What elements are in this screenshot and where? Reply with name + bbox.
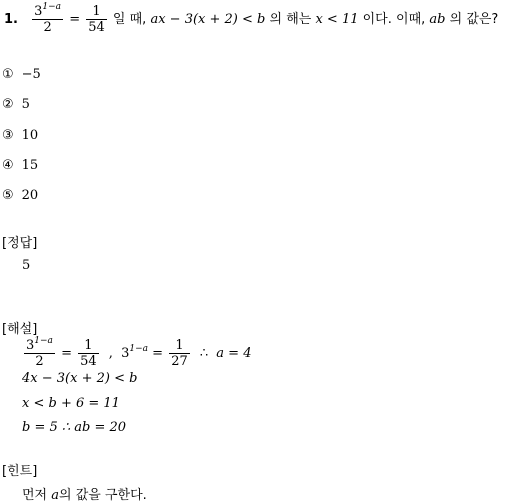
choice-4[interactable]	[2, 158, 38, 173]
explanation-line-1	[22, 334, 251, 374]
explanation-line-2: 4x − 3(x + 2) < b	[22, 371, 138, 386]
choice-value: 5	[21, 97, 30, 112]
explanation-power: $3^{1-a}$	[121, 344, 148, 361]
question-solution: x < 11	[315, 12, 359, 27]
question-fraction-2: $\frac{1}{54}$	[88, 3, 105, 35]
explanation-eq-2: =	[152, 346, 164, 361]
explanation-fraction-2: $\frac{1}{54}$	[80, 337, 97, 369]
explanation-result-a: a = 4	[216, 346, 252, 361]
explanation-fraction-1: $\frac{3^{1-a}}{2}$	[26, 335, 53, 369]
question	[4, 2, 498, 38]
choice-marker: ①	[2, 67, 14, 82]
explanation-line-3: x < b + 6 = 11	[22, 396, 120, 411]
choice-marker: ②	[2, 97, 14, 112]
choice-3[interactable]	[2, 128, 38, 143]
therefore-symbol: ∴	[199, 346, 209, 361]
choice-value: 20	[21, 188, 39, 203]
question-text-2: 의 해는	[269, 12, 312, 27]
choice-value: 15	[21, 158, 39, 173]
explanation-fraction-3: $\frac{1}{27}$	[171, 337, 188, 369]
choice-value: −5	[21, 67, 41, 82]
choice-marker: ④	[2, 158, 14, 173]
explanation-label: [해설]	[2, 322, 38, 337]
choice-5[interactable]	[2, 188, 38, 203]
choice-2[interactable]	[2, 97, 30, 112]
explanation-line-4: b = 5 ∴ ab = 20	[22, 420, 127, 435]
hint-text: 먼저 a의 값을 구한다.	[22, 488, 147, 503]
explanation-eq-1: =	[61, 346, 72, 361]
question-number: 1.	[4, 12, 18, 27]
choice-marker: ③	[2, 128, 14, 143]
choice-1[interactable]	[2, 67, 41, 82]
explanation-comma: ,	[108, 346, 113, 361]
choice-marker: ⑤	[2, 188, 14, 203]
question-inequality: ax − 3(x + 2) < b	[150, 12, 266, 27]
choice-value: 10	[21, 128, 39, 143]
hint-label: [힌트]	[2, 464, 38, 479]
answer-value: 5	[22, 258, 31, 273]
question-ab: ab	[429, 12, 446, 27]
question-text-3: 이다. 이때,	[362, 12, 426, 27]
question-text-1: 일 때,	[112, 12, 147, 27]
answer-label: [정답]	[2, 236, 38, 251]
question-fraction-1: $\frac{3^{1-a}}{2}$	[34, 1, 62, 35]
question-text-4: 의 값은?	[449, 12, 499, 27]
question-eq: =	[69, 12, 81, 27]
